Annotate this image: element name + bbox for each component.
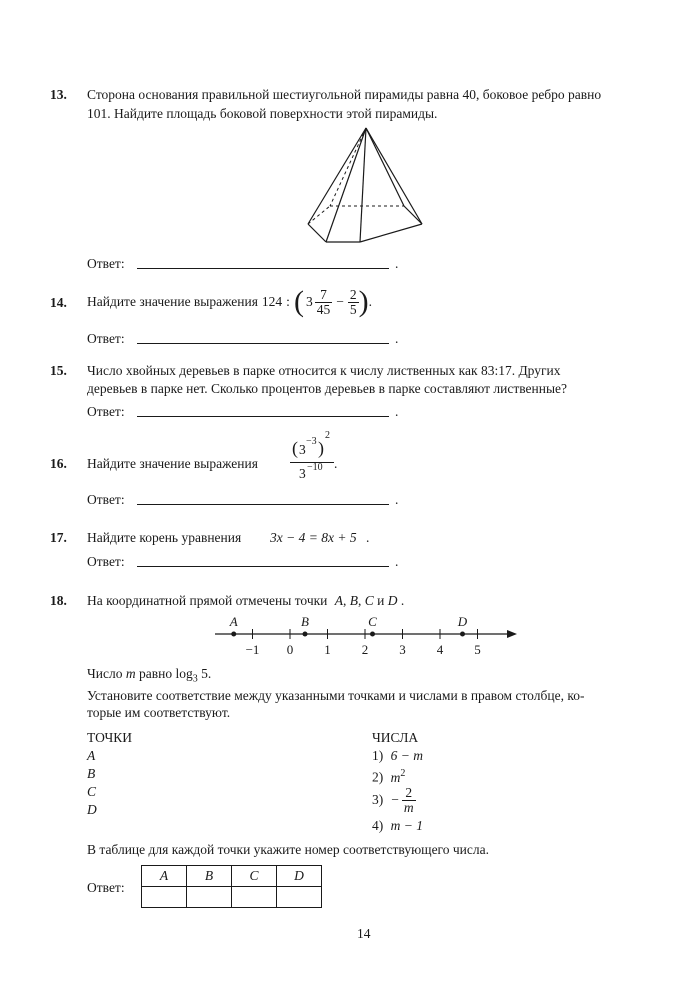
answer-cell-d[interactable] xyxy=(277,887,322,908)
answer-period-13: . xyxy=(395,256,399,271)
m-text: Число xyxy=(87,666,123,681)
left-paren: ( xyxy=(292,438,298,458)
point-marker-label: B xyxy=(301,614,309,629)
right-paren: ) xyxy=(318,438,324,458)
m-variable: m xyxy=(125,666,136,681)
problem-16-fraction xyxy=(290,432,334,481)
denominator-exponent: −10 xyxy=(307,462,323,473)
pyramid-edge xyxy=(366,128,404,206)
hexagonal-pyramid-figure xyxy=(300,126,430,246)
problem-15-number: 15. xyxy=(50,363,67,378)
axis-tick-label: 1 xyxy=(324,642,331,657)
math-124: 124 xyxy=(261,294,283,309)
page-number: 14 xyxy=(357,926,371,941)
axis-arrow xyxy=(507,630,517,638)
problem-18-number: 18. xyxy=(50,593,67,608)
fraction-2-5 xyxy=(348,288,359,317)
point-label-a: A xyxy=(334,593,344,608)
answer-label-14: Ответ: xyxy=(87,331,125,346)
math-period: . xyxy=(334,456,338,471)
points-row-d: D xyxy=(87,802,97,817)
problem-18-instruction-line1: Установите соответствие между указанными точками и числами в правом столбце, ко- xyxy=(87,688,585,703)
option-2-number: 2) xyxy=(372,769,384,785)
m-equals-word: равно xyxy=(138,666,173,681)
answer-field-17[interactable] xyxy=(137,566,389,567)
answer-field-15[interactable] xyxy=(137,416,389,417)
answer-table-header-b: B xyxy=(187,866,232,887)
point-marker-label: A xyxy=(229,614,238,629)
answer-table-input-row xyxy=(142,887,322,908)
base-edge xyxy=(360,224,422,242)
answer-cell-b[interactable] xyxy=(187,887,232,908)
answer-label-15: Ответ: xyxy=(87,404,125,419)
fraction-denominator: 45 xyxy=(316,301,331,317)
m-definition xyxy=(87,666,211,685)
answer-table-header-a: A xyxy=(142,866,187,887)
math-minus: − xyxy=(336,294,344,309)
mixed-whole: 3 xyxy=(305,294,313,309)
power-base: 3 xyxy=(299,442,306,457)
and-word: и xyxy=(377,593,385,608)
table-instruction: В таблице для каждой точки укажите номер соответствующего числа. xyxy=(87,842,489,857)
points-row-b: B xyxy=(87,766,96,781)
coordinate-line xyxy=(205,612,525,662)
log-function: log xyxy=(175,666,193,681)
option-3-fraction xyxy=(402,786,416,815)
answer-cell-a[interactable] xyxy=(142,887,187,908)
answer-field-16[interactable] xyxy=(137,504,389,505)
point-marker-label: C xyxy=(368,614,377,629)
option-1-expression: 6 − m xyxy=(390,748,423,763)
point-marker-b xyxy=(303,632,308,637)
answer-field-13[interactable] xyxy=(137,268,389,269)
hidden-edge xyxy=(330,128,366,206)
answer-period-14: . xyxy=(395,331,399,346)
fraction-numerator xyxy=(290,432,334,463)
problem-15-text-line2: деревьев в парке нет. Сколько процентов деревьев в парке составляют лиственные? xyxy=(87,381,568,396)
problem-17-number: 17. xyxy=(50,530,67,545)
problem-14-prompt: Найдите значение выражения xyxy=(87,294,258,309)
number-option-3 xyxy=(372,783,416,817)
point-marker-d xyxy=(460,632,465,637)
point-label-b: B xyxy=(349,593,359,608)
problem-13-number: 13. xyxy=(50,87,67,102)
fraction-7-45 xyxy=(315,288,333,317)
axis-tick-label: 5 xyxy=(474,642,481,657)
denominator-base: 3 xyxy=(299,466,306,481)
option-4-number: 4) xyxy=(372,818,384,833)
left-paren: ( xyxy=(293,285,304,318)
point-marker-label: D xyxy=(457,614,468,629)
option-2-base: m xyxy=(390,769,401,785)
inner-exponent: −3 xyxy=(306,436,317,447)
answer-period-16: . xyxy=(395,492,399,507)
math-period: . xyxy=(400,593,405,608)
problem-13-text-line2: 101. Найдите площадь боковой поверхности этой пирамиды. xyxy=(87,106,438,121)
problem-18-prompt: На координатной прямой отмечены точки A, B, C и D . xyxy=(87,593,405,608)
log-base: 3 xyxy=(192,673,198,685)
math-period: . xyxy=(366,530,370,545)
point-marker-c xyxy=(370,632,375,637)
fraction-denominator: 5 xyxy=(349,301,357,317)
option-4-expression: m − 1 xyxy=(390,818,423,833)
problem-16-number: 16. xyxy=(50,456,67,471)
problem-13-text-line1: Сторона основания правильной шестиугольной пирамиды равна 40, боковое ребро равно xyxy=(87,87,602,102)
problem-14-text xyxy=(87,282,372,322)
right-paren: ) xyxy=(358,285,369,318)
answer-field-14[interactable] xyxy=(137,343,389,344)
fraction-numerator: 2 xyxy=(402,786,416,801)
problem-14-number: 14. xyxy=(50,295,67,310)
answer-table-header-c: C xyxy=(232,866,277,887)
answer-period-15: . xyxy=(395,404,399,419)
problem-18-instruction-line2: торые им соответствуют. xyxy=(87,705,231,720)
axis-tick-label: −1 xyxy=(245,642,260,657)
math-period: . xyxy=(368,294,372,309)
answer-label-13: Ответ: xyxy=(87,256,125,271)
problem-15-text-line1: Число хвойных деревьев в парке относится к числу лиственных как 83:17. Других xyxy=(87,363,561,378)
axis-tick-label: 2 xyxy=(361,642,369,657)
points-row-a: A xyxy=(87,748,96,763)
number-option-4 xyxy=(372,818,423,834)
point-marker-a xyxy=(231,632,236,637)
option-1-number: 1) xyxy=(372,748,384,763)
answer-label-17: Ответ: xyxy=(87,554,125,569)
answer-table-header-row xyxy=(142,866,322,887)
problem-17-equation: 3x − 4 = 8x + 5 xyxy=(270,530,357,545)
pyramid-edge xyxy=(366,128,422,224)
fraction-numerator: 2 xyxy=(349,286,357,302)
base-edge xyxy=(308,224,326,242)
problem-16-prompt: Найдите значение выражения xyxy=(87,456,258,471)
fraction-numerator: 7 xyxy=(315,288,333,303)
hidden-base-edge xyxy=(308,206,330,224)
answer-label-18: Ответ: xyxy=(87,880,125,895)
outer-exponent: 2 xyxy=(325,430,330,441)
option-3-sign: − xyxy=(391,792,399,807)
axis-tick-label: 3 xyxy=(399,642,406,657)
fraction-denominator: m xyxy=(403,799,414,815)
pyramid-edge xyxy=(360,128,366,242)
option-3-number: 3) xyxy=(372,792,384,807)
math-colon: : xyxy=(286,294,290,309)
point-label-d: D xyxy=(387,593,398,608)
numbers-column-header: ЧИСЛА xyxy=(372,730,419,745)
axis-tick-label: 4 xyxy=(436,642,444,657)
point-label-c: C xyxy=(364,593,374,608)
axis-tick-label: 0 xyxy=(286,642,294,657)
problem-17-prompt: Найдите корень уравнения xyxy=(87,530,242,545)
answer-table-header-d: D xyxy=(277,866,322,887)
points-column-header: ТОЧКИ xyxy=(87,730,133,745)
answer-label-16: Ответ: xyxy=(87,492,125,507)
number-option-1 xyxy=(372,748,423,764)
points-row-c: C xyxy=(87,784,97,799)
problem-18-text: На координатной прямой отмечены точки xyxy=(87,593,328,608)
option-2-exponent: 2 xyxy=(400,768,406,779)
answer-period-17: . xyxy=(395,554,399,569)
log-argument: 5. xyxy=(201,666,212,681)
answer-table xyxy=(141,865,322,908)
fraction-denominator xyxy=(290,463,334,481)
answer-cell-c[interactable] xyxy=(232,887,277,908)
